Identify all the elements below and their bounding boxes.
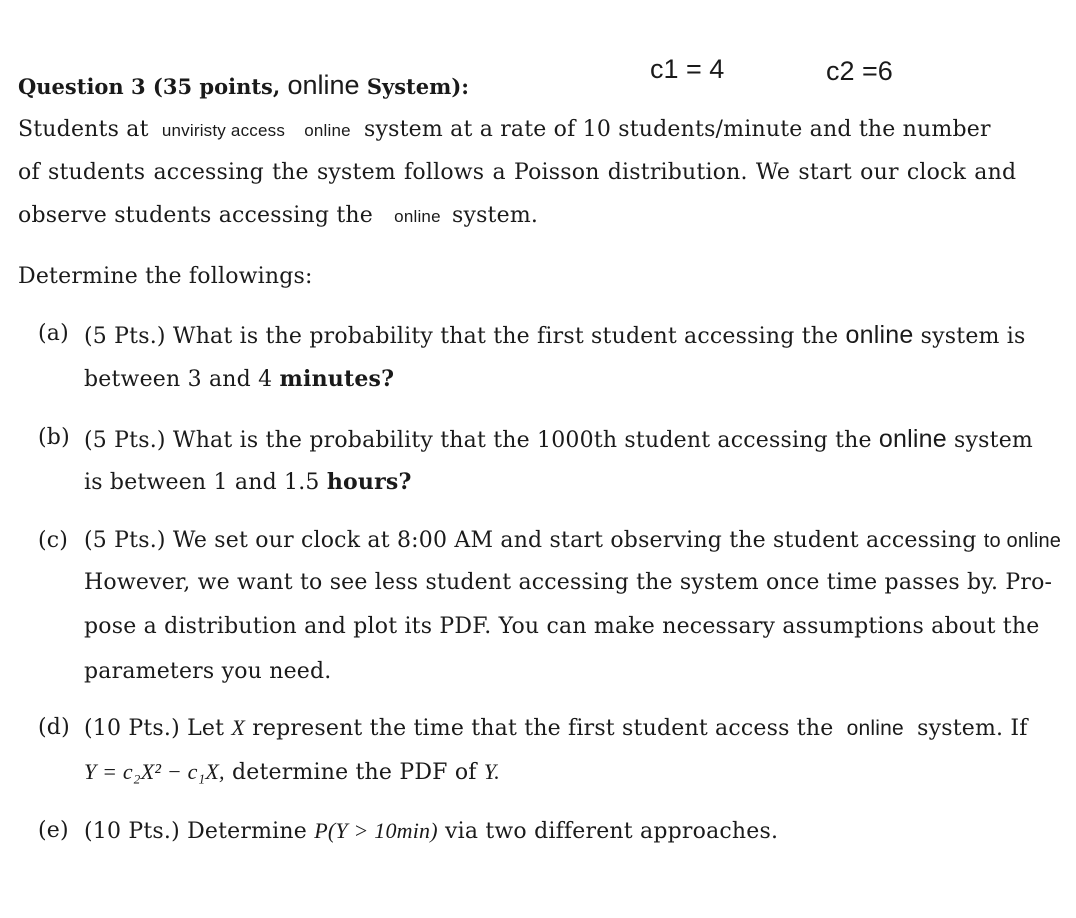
part-e-equation: P(Y > 10min) [314, 818, 438, 843]
part-b-line-1 [84, 425, 1033, 454]
title-online: online [287, 70, 360, 100]
part-d-equation: Y = c₂X² − c₁X, [84, 759, 225, 784]
intro-line-2: of students accessing the system follows a Poisson distribution. We start our clock and [18, 160, 1017, 185]
part-a-text: between 3 and 4 [84, 367, 273, 392]
part-c-line-2: However, we want to see less student accessing the system once time passes by. Pro- [84, 570, 1053, 595]
part-b-line-2 [84, 469, 412, 495]
part-d-text: determine the PDF of [231, 760, 477, 785]
part-d-var-x: X [231, 715, 245, 740]
title-suffix: System): [366, 74, 470, 99]
intro-line-3 [18, 203, 538, 228]
intro-text: system. [451, 203, 539, 228]
part-c-line-4: parameters you need. [84, 659, 332, 684]
part-b-hours: hours? [326, 469, 412, 495]
part-c-text: (5 Pts.) We set our clock at 8:00 AM and start observing the student accessing [84, 528, 977, 553]
part-c-label: (c) [38, 528, 69, 553]
intro-text: system at a rate of 10 students/minute and the number [364, 117, 991, 142]
part-a-text: (5 Pts.) What is the probability that the first student accessing the [84, 324, 839, 349]
part-c-online: to online [983, 530, 1062, 552]
c1-value: c1 = 4 [650, 54, 725, 84]
part-e-text: (10 Pts.) Determine [84, 819, 307, 844]
part-e-label: (e) [38, 818, 69, 843]
part-e-line-1 [84, 818, 778, 844]
intro-online: online [394, 207, 441, 226]
intro-text: Students at [18, 117, 149, 142]
intro-online: online [304, 121, 351, 140]
c2-value: c2 =6 [826, 56, 893, 86]
part-c-line-1 [84, 528, 1061, 553]
part-a-line-2 [84, 366, 394, 392]
part-b-text: is between 1 and 1.5 [84, 470, 320, 495]
part-a-minutes: minutes? [279, 366, 395, 392]
part-d-label: (d) [38, 715, 70, 740]
determine-heading: Determine the followings: [18, 264, 313, 289]
part-a-label: (a) [38, 321, 69, 346]
intro-text: observe students accessing the [18, 203, 373, 228]
part-b-label: (b) [38, 425, 70, 450]
part-d-text: represent the time that the first student access the [252, 716, 834, 741]
part-d-line-2 [84, 759, 500, 785]
part-b-text: system [954, 428, 1033, 453]
part-d-text: system. If [917, 716, 1028, 741]
part-b-online: online [878, 425, 947, 453]
intro-line-1 [18, 117, 991, 142]
part-e-text: via two different approaches. [444, 819, 779, 844]
title-prefix: Question 3 (35 points, [18, 74, 281, 99]
part-d-online: online [846, 717, 904, 740]
part-a-text: system is [920, 324, 1026, 349]
part-d-line-1 [84, 715, 1028, 741]
part-a-line-1 [84, 321, 1026, 350]
part-c-line-3: pose a distribution and plot its PDF. You can make necessary assumptions about the [84, 614, 1040, 639]
question-title [18, 70, 469, 101]
part-d-var-y: Y. [483, 759, 500, 784]
intro-university: unviristy access [161, 121, 286, 140]
part-b-text: (5 Pts.) What is the probability that the 1000th student accessing the [84, 428, 872, 453]
part-a-online: online [845, 321, 914, 349]
part-d-text: (10 Pts.) Let [84, 716, 225, 741]
